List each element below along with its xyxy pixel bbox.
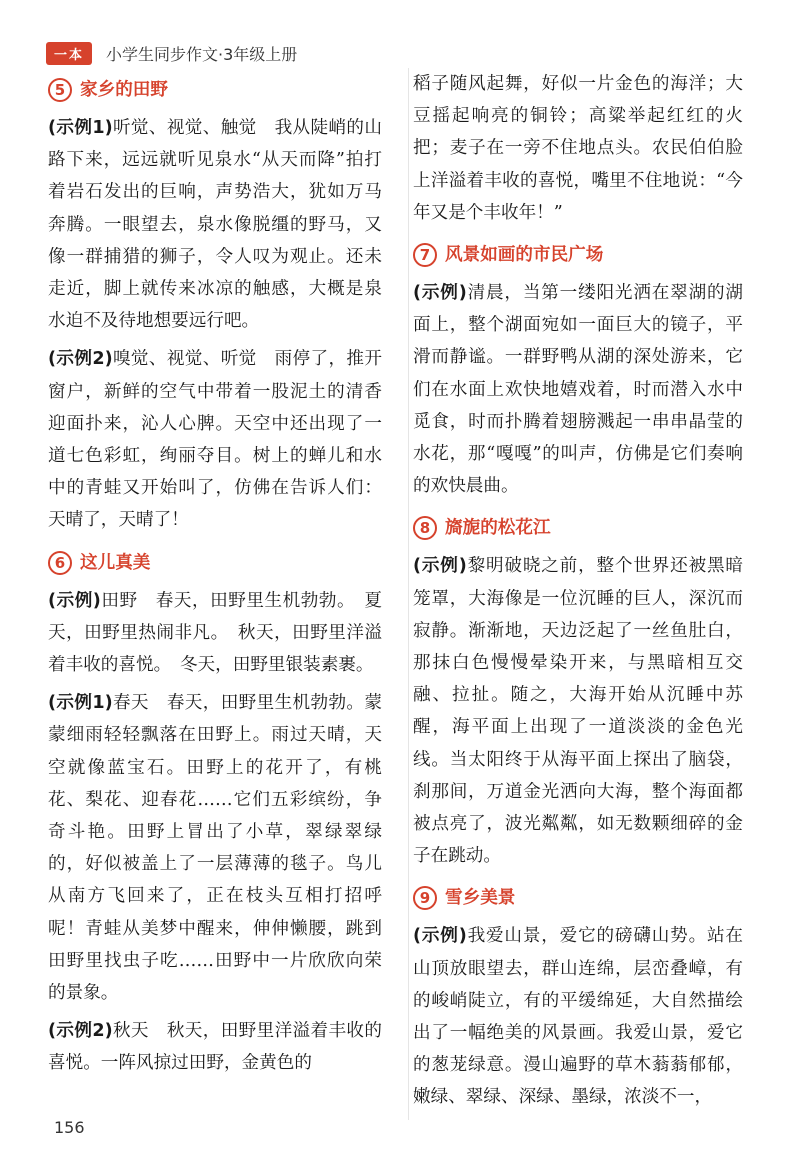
section-heading	[48, 543, 382, 583]
section-heading	[413, 508, 743, 548]
example-paragraph	[413, 920, 743, 1113]
example-text: 我爱山景，爱它的磅礴山势。站在山顶放眼望去，群山连绵，层峦叠嶂，有的峻峭陡立，有的平缓绵延，大自然描绘出了一幅绝美的风景画。我爱山景，爱它的葱茏绿意。漫山遍野的草木蓊蓊郁郁，嫩绿、翠绿、深绿、墨绿，浓淡不一，	[413, 926, 743, 1108]
example-text: 秋天 秋天，田野里洋溢着丰收的喜悦。一阵风掠过田野，金黄色的	[48, 1021, 382, 1074]
example-paragraph	[48, 1015, 382, 1079]
example-text: 听觉、视觉、触觉 我从陡峭的山路下来，远远就听见泉水“从天而降”拍打着岩石发出的巨响，声势浩大，犹如万马奔腾。一眼望去，泉水像脱缰的野马，又像一群捕猎的狮子，令人叹为观止。还未走近，脚上就传来冰凉的触感，大概是泉水迫不及待地想要远行吧。	[48, 118, 382, 332]
example-paragraph	[48, 343, 382, 536]
example-label: (示例)	[413, 556, 467, 577]
page-number: 156	[54, 1118, 85, 1137]
section-title: 风景如画的市民广场	[445, 244, 604, 265]
section-number-badge: 7	[413, 243, 437, 267]
section-number-badge: 8	[413, 516, 437, 540]
example-label: (示例)	[413, 283, 467, 304]
section-number-badge: 9	[413, 886, 437, 910]
example-paragraph	[413, 277, 743, 502]
example-text: 田野 春天，田野里生机勃勃。 夏天，田野里热闹非凡。 秋天，田野里洋溢着丰收的喜悦。 冬天，田野里银装素裹。	[48, 590, 382, 676]
continued-paragraph: 稻子随风起舞，好似一片金色的海洋；大豆摇起响亮的铜铃；高粱举起红红的火把；麦子在一旁不住地点头。农民伯伯脸上洋溢着丰收的喜悦，嘴里不住地说：“今年又是个丰收年！”	[413, 74, 743, 223]
example-paragraph	[48, 687, 382, 1009]
example-label: (示例1)	[48, 693, 113, 714]
section-heading	[48, 70, 382, 110]
example-label: (示例)	[413, 926, 467, 947]
page-header	[46, 38, 297, 68]
example-paragraph	[48, 585, 382, 682]
example-text: 春天 春天，田野里生机勃勃。蒙蒙细雨轻轻飘落在田野上。雨过天晴，天空就像蓝宝石。田野上的花开了，有桃花、梨花、迎春花……它们五彩缤纷，争奇斗艳。田野上冒出了小草，翠绿翠绿的，好似被盖上了一层薄薄的毯子。鸟儿从南方飞回来了，正在枝头互相打招呼呢！青蛙从美梦中醒来，伸伸懒腰，跳到田野里找虫子吃……田野中一片欣欣向荣的景象。	[48, 693, 382, 1004]
book-title: 小学生同步作文·3年级上册	[106, 44, 298, 64]
left-column	[48, 68, 382, 1086]
example-text: 嗅觉、视觉、听觉 雨停了，推开窗户，新鲜的空气中带着一股泥土的清香迎面扑来，沁人心脾。天空中还出现了一道七色彩虹，绚丽夺目。树上的蝉儿和水中的青蛙又开始叫了，仿佛在告诉人们：天晴了，天晴了！	[48, 349, 382, 531]
example-text: 黎明破晓之前，整个世界还被黑暗笼罩，大海像是一位沉睡的巨人，深沉而寂静。渐渐地，天边泛起了一丝鱼肚白，那抹白色慢慢晕染开来，与黑暗相互交融、拉扯。随之，大海开始从沉睡中苏醒，海平面上出现了一道淡淡的金色光线。当太阳终于从海平面上探出了脑袋，刹那间，万道金光洒向大海，整个海面都被点亮了，波光粼粼，如无数颗细碎的金子在跳动。	[413, 556, 743, 867]
section-heading	[413, 878, 743, 918]
example-label: (示例)	[48, 590, 101, 611]
section-heading	[413, 235, 743, 275]
section-title: 家乡的田野	[80, 79, 168, 100]
section-title: 这儿真美	[80, 552, 151, 573]
example-paragraph	[413, 550, 743, 872]
example-paragraph	[48, 112, 382, 337]
section-title: 雪乡美景	[445, 888, 516, 909]
right-column	[408, 68, 743, 1120]
brand-logo: 一本	[46, 42, 92, 65]
example-label: (示例1)	[48, 118, 113, 138]
section-number-badge: 6	[48, 551, 72, 575]
section-number-badge: 5	[48, 78, 72, 102]
example-label: (示例2)	[48, 1021, 113, 1042]
section-title: 旖旎的松花江	[445, 518, 551, 539]
example-text: 清晨，当第一缕阳光洒在翠湖的湖面上，整个湖面宛如一面巨大的镜子，平滑而静谧。一群野鸭从湖的深处游来，它们在水面上欢快地嬉戏着，时而潜入水中觅食，时而扑腾着翅膀溅起一串串晶莹的水花，那“嘎嘎”的叫声，仿佛是它们奏响的欢快晨曲。	[413, 283, 743, 497]
example-label: (示例2)	[48, 349, 113, 370]
